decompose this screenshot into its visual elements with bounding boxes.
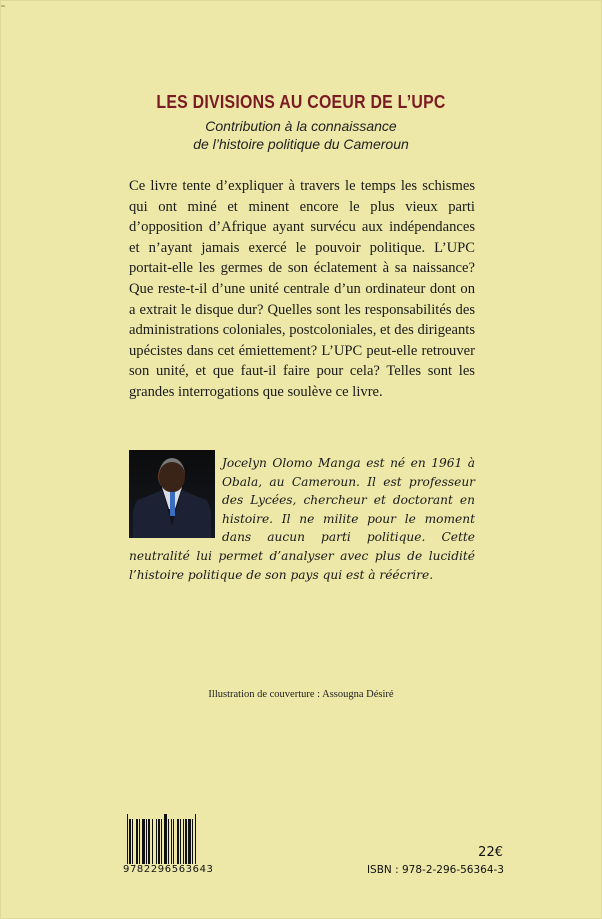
barcode-number: 9782296563643 [121, 864, 245, 875]
isbn: ISBN : 978-2-296-56364-3 [366, 864, 504, 876]
book-description: Ce livre tente d’expliquer à travers le temps les schismes qui ont miné et minent encore le plus vieux parti d’opposition d’Afrique ayant survécu aux indépendances et n’ayant jamais exercé le pouvoir politique. L’UPC portait-elle les germes de son éclatement à sa naissance? Que reste-t-il d’une unité centrale d’un ordinateur dont on a extrait le disque dur? Quelles sont les responsabilités des administrations coloniales, postcoloniales, et des dirigeants upécistes dans cet émiettement? L’UPC peut-elle retrouver son unité, et que faut-il faire pour cela? Telles sont les grandes interrogations que soulève ce livre. [129, 178, 475, 400]
author-bio: Jocelyn Olomo Manga est né en 1961 à Obala, au Cameroun. Il est professeur des Lycées, chercheur et doctorant en histoire. Il ne milite pour le moment dans aucun parti politique. Cette neutralité lui permet d’analyser avec plus de lucidité l’histoire politique de son pays qui est à réécrire. [129, 456, 475, 582]
barcode-bar [196, 814, 197, 867]
illustration-credit: Illustration de couverture : Assougna Désiré [208, 689, 394, 700]
book-subtitle-line1: Contribution à la connaissance [205, 118, 397, 134]
barcode [127, 814, 235, 867]
crop-mark [1, 5, 5, 7]
book-subtitle-line2: de l’histoire politique du Cameroun [193, 136, 409, 152]
book-title: LES DIVISIONS AU COEUR DE L’UPC [156, 92, 446, 112]
price: 22€ [478, 845, 503, 860]
photo-spacer [129, 454, 222, 542]
author-bio-block [129, 454, 475, 584]
